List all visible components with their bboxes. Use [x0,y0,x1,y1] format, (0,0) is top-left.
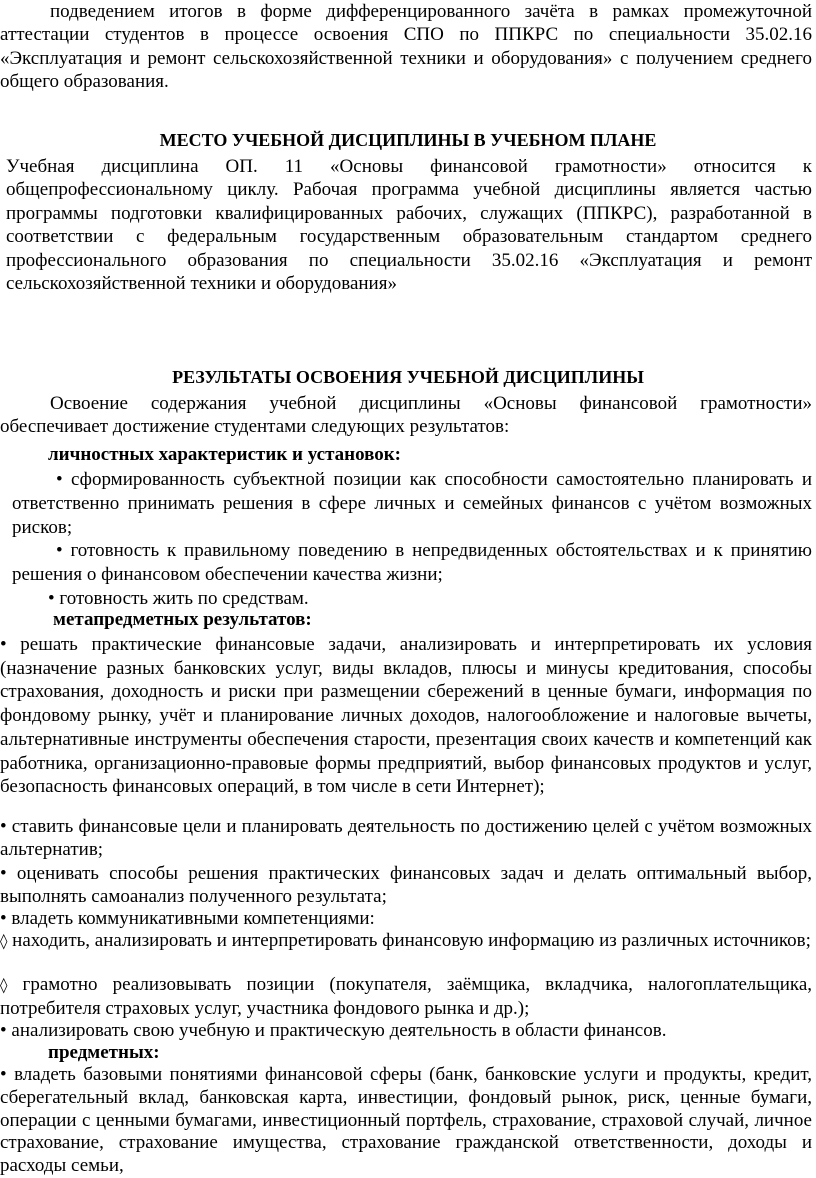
personal-title: личностных характеристик и установок: [48,444,402,465]
meta-item: • владеть коммуникативными компетенциями: [0,908,375,929]
meta-item: • оценивать способы решения практических финансовых задач и делать оптимальный выбор, выполнять самоанализ полученного результата; [0,863,812,908]
place-heading: МЕСТО УЧЕБНОЙ ДИСЦИПЛИНЫ В УЧЕБНОМ ПЛАНЕ [159,130,657,150]
subject-title: предметных: [48,1042,160,1063]
intro-paragraph: подведением итогов в форме дифференцированного зачёта в рамках промежуточной аттестации студентов в процессе освоения СПО по ППКРС по специальности 35.02.16 «Эксплуатация и ремонт сельскохозяйственной техники и оборудования» с получением среднего общего образования. [0,1,812,93]
diamond-icon: ◊ [0,976,8,994]
subject-item: • владеть базовыми понятиями финансовой сферы (банк, банковские услуги и продукты, кредит, сберегательный вклад, банковская карта, инвестиции, фондовый рынок, риск, ценные бумаги, операции с ценными бумагами, инвестиционный портфель, страхование, страховой случай, личное страхование, страхование имущества, страхование гражданской ответственности, доходы и расходы семьи, [0,1064,812,1177]
meta-item: • ставить финансовые цели и планировать деятельность по достижению целей с учётом возможных альтернатив; [0,816,812,861]
results-intro: Освоение содержания учебной дисциплины «Основы финансовой грамотности» обеспечивает достижение студентами следующих результатов: [0,393,812,438]
personal-item: • готовность жить по средствам. [48,588,309,609]
meta-diamond-text: грамотно реализовывать позиции (покупателя, заёмщика, вкладчика, налогоплательщика, потребителя страховых услуг, участника фондового рынка и др.); [0,974,812,1020]
results-heading: РЕЗУЛЬТАТЫ ОСВОЕНИЯ УЧЕБНОЙ ДИСЦИПЛИНЫ [172,367,644,387]
meta-diamond-item [0,973,812,1021]
meta-diamond-text: находить, анализировать и интерпретировать финансовую информацию из различных источников; [7,930,811,951]
meta-diamond-item [0,929,812,953]
meta-item: • анализировать свою учебную и практическую деятельность в области финансов. [0,1020,667,1041]
place-paragraph: Учебная дисциплина ОП. 11 «Основы финансовой грамотности» относится к общепрофессиональному циклу. Рабочая программа учебной дисциплины является частью программы подготовки квалифицированных рабочих, служащих (ППКРС), разработанной в соответствии с федеральным государственным образовательным стандартом среднего профессионального образования по специальности 35.02.16 «Эксплуатация и ремонт сельскохозяйственной техники и оборудования» [6,156,812,295]
personal-item: • сформированность субъектной позиции как способности самостоятельно планировать и ответственно принимать решения в сфере личных и семейных финансов с учётом возможных рисков; [12,469,812,538]
diamond-icon: ◊ [0,932,8,950]
meta-title: метапредметных результатов: [53,609,312,630]
personal-item: • готовность к правильному поведению в непредвиденных обстоятельствах и к принятию решения о финансовом обеспечении качества жизни; [12,540,812,585]
meta-item: • решать практические финансовые задачи, анализировать и интерпретировать их условия (назначение разных банковских услуг, виды вкладов, плюсы и минусы кредитования, способы страхования, доходность и риски при размещении сбережений в ценные бумаги, информация по фондовому рынку, учёт и планирование личных доходов, налогообложение и налоговые вычеты, альтернативные инструменты обеспечения старости, презентация своих качеств и компетенций как работника, организационно-правовые формы предприятий, выбор финансовых продуктов и услуг, безопасность финансовых операций, в том числе в сети Интернет); [0,634,812,798]
